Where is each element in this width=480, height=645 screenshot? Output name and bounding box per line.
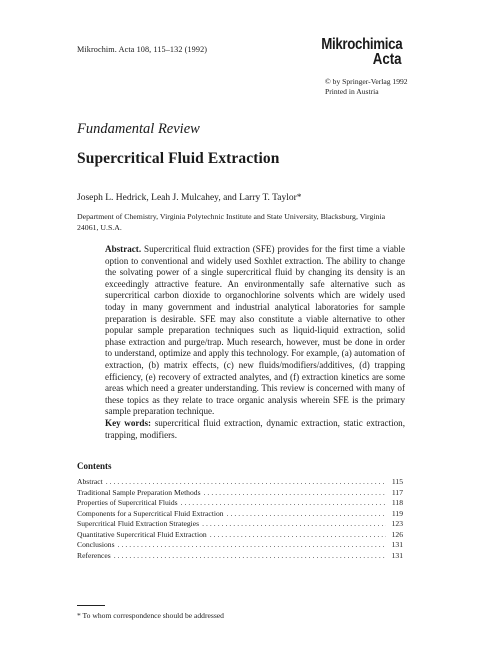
toc-entry-title: Properties of Supercritical Fluids [77,498,178,508]
toc-leader-dots [227,509,386,520]
toc-entry-title: References [77,550,111,560]
toc-entry-page: 123 [391,519,403,529]
toc-leader-dots [118,540,386,551]
journal-name-line1: Mikrochimica [320,36,402,53]
toc-entry-page: 119 [391,508,403,518]
toc-entry [77,551,403,562]
abstract-paragraph [105,244,405,418]
toc-leader-dots [210,530,386,541]
toc-entry [77,488,403,499]
abstract-text: Supercritical fluid extraction (SFE) provides for the first time a viable option to conventional and widely used Soxhlet extraction. The ability to change the solvating power of a single supercritical fluid by changing its density is an exceedingly attractive feature. An environmentally safe alternative such as supercritical carbon dioxide to organochlorine solvents which are widely used today in many government and industrial analytical laboratories for sample preparation is desirable. SFE may also constitute a viable alternative to other popular sample preparation techniques such as liquid-liquid extraction, solid phase extraction and purge/trap. Much research, however, must be done in order to understand, optimize and apply this technology. For example, (a) automation of extraction, (b) matrix effects, (c) new fluids/modifiers/additives, (d) trapping efficiency, (e) recovery of extracted analytes, and (f) extraction kinetics are some areas which need a greater understanding. This review is concerned with many of these topics as they relate to trace organic analysis wherein SFE is the primary sample preparation technique. [105,244,405,417]
author-affiliation: Department of Chemistry, Virginia Polytechnic Institute and State University, Blacksburg, Virginia 24061, U.S.A. [77,212,386,232]
toc-entry [77,477,403,488]
footnote: * To whom correspondence should be addressed [77,611,224,620]
toc-entry [77,519,403,530]
journal-citation: Mikrochim. Acta 108, 115–132 (1992) [77,45,208,54]
author-list: Joseph L. Hedrick, Leah J. Mulcahey, and Larry T. Taylor* [77,193,302,203]
toc-entry-page: 126 [391,529,403,539]
toc-entry [77,530,403,541]
toc-entry-title: Abstract [77,477,103,486]
section-label: Fundamental Review [77,121,200,137]
toc-leader-dots [106,477,386,488]
toc-entry-title: Traditional Sample Preparation Methods [77,487,201,497]
footnote-divider [77,605,105,606]
abstract-label: Abstract. [105,244,142,254]
toc-entry-title: Quantitative Supercritical Fluid Extraction [77,529,207,539]
toc-entry-page: 115 [391,477,403,486]
keywords-label: Key words: [105,418,152,428]
toc-entry-page: 117 [391,487,403,497]
toc-entry-title: Supercritical Fluid Extraction Strategies [77,519,200,529]
toc-entry-page: 131 [391,540,403,550]
journal-name-line2: Acta [373,51,402,68]
printed-line: Printed in Austria [325,87,379,96]
toc-entry-title: Components for a Supercritical Fluid Extraction [77,508,224,518]
keywords-text: supercritical fluid extraction, dynamic extraction, static extraction, trapping, modifiers. [105,418,405,440]
contents-heading: Contents [77,461,112,471]
table-of-contents [77,477,403,561]
toc-leader-dots [114,551,386,562]
toc-leader-dots [181,498,386,509]
publisher-block [325,77,408,97]
keywords-paragraph [105,418,405,441]
toc-leader-dots [202,519,386,530]
article-title: Supercritical Fluid Extraction [77,150,280,167]
toc-entry [77,509,403,520]
toc-entry [77,540,403,551]
toc-entry [77,498,403,509]
toc-entry-page: 131 [391,550,403,560]
copyright-line: © by Springer-Verlag 1992 [325,77,408,86]
toc-entry-title: Conclusions [77,540,115,550]
toc-leader-dots [204,488,386,499]
toc-entry-page: 118 [391,498,403,508]
